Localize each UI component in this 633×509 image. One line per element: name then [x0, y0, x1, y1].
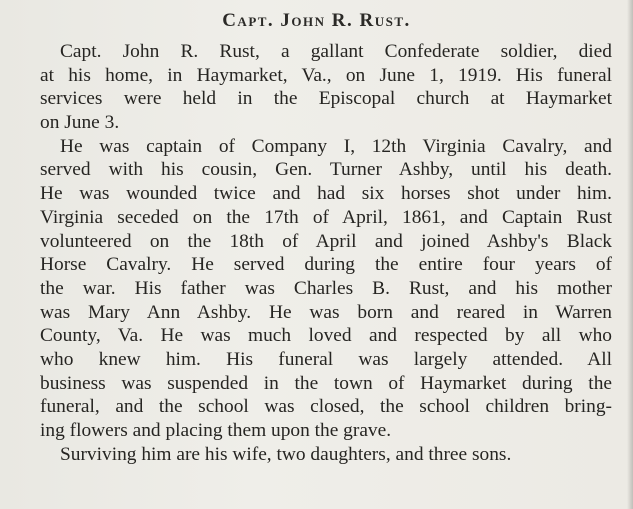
text-line: the war. His father was Charles B. Rust, and his mother [40, 277, 612, 299]
paragraph-2 [20, 135, 612, 443]
text-line: served with his cousin, Gen. Turner Ashby, until his death. [40, 159, 612, 181]
text-line: was Mary Ann Ashby. He was born and reared in Warren [40, 301, 612, 323]
text-line: volunteered on the 18th of April and joined Ashby's Black [40, 230, 612, 252]
article-body [20, 40, 612, 466]
text-line: services were held in the Episcopal church at Haymarket [40, 88, 612, 110]
text-line: Surviving him are his wife, two daughters, and three sons. [60, 443, 512, 465]
text-line: Horse Cavalry. He served during the entire four years of [40, 254, 612, 276]
text-line: on June 3. [40, 112, 120, 134]
paragraph-3 [20, 443, 612, 467]
text-line: He was wounded twice and had six horses shot under him. [40, 183, 612, 205]
text-line: He was captain of Company I, 12th Virginia Cavalry, and [60, 135, 612, 157]
text-line: who knew him. His funeral was largely attended. All [40, 348, 612, 370]
text-line: Capt. John R. Rust, a gallant Confederate soldier, died [60, 41, 612, 62]
paragraph-1 [20, 40, 612, 135]
text-line: County, Va. He was much loved and respected by all who [40, 325, 612, 347]
text-line: funeral, and the school was closed, the school children bring- [40, 396, 612, 418]
text-line: at his home, in Haymarket, Va., on June 1, 1919. His funeral [40, 64, 612, 86]
page-edge-shadow [627, 0, 633, 509]
text-line: Virginia seceded on the 17th of April, 1861, and Captain Rust [40, 206, 612, 228]
text-line: business was suspended in the town of Haymarket during the [40, 372, 612, 394]
text-line: ing flowers and placing them upon the grave. [40, 420, 392, 441]
article-title: Capt. John R. Rust. [222, 10, 411, 31]
